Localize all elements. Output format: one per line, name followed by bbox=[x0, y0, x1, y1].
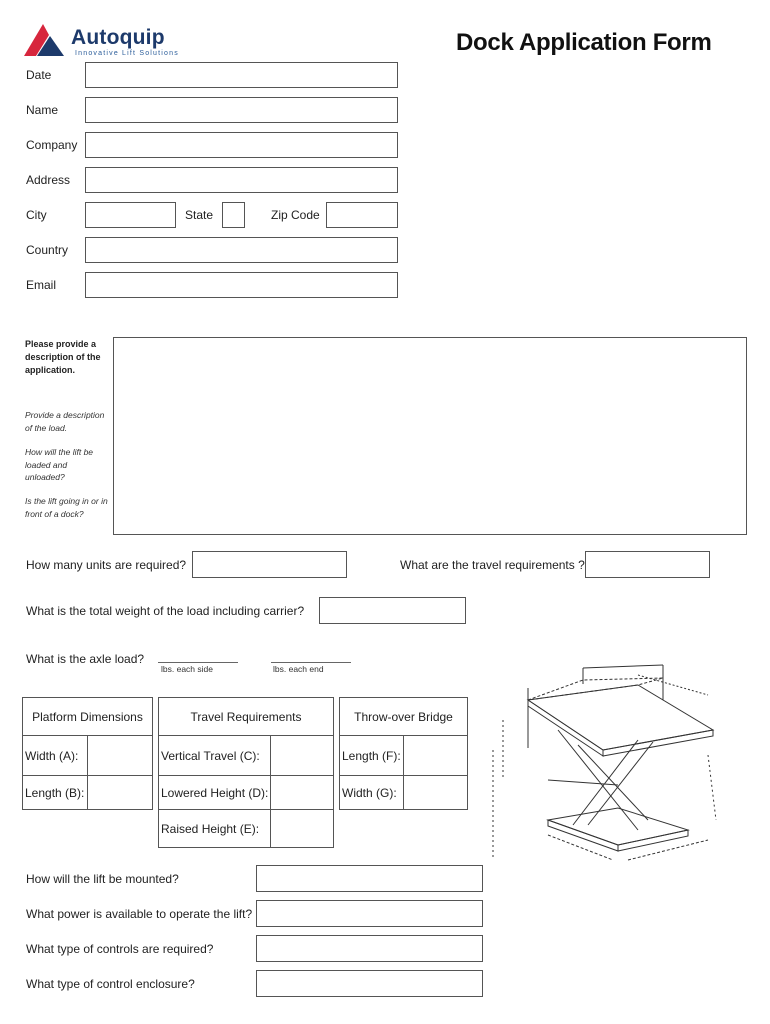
raised-height-field[interactable] bbox=[271, 810, 334, 848]
zip-label: Zip Code bbox=[271, 208, 320, 222]
country-field[interactable] bbox=[85, 237, 398, 263]
length-f-field[interactable] bbox=[404, 736, 468, 776]
form-title: Dock Application Form bbox=[456, 29, 712, 56]
lowered-height-label: Lowered Height (D): bbox=[159, 776, 271, 810]
throw-over-bridge-table bbox=[339, 697, 468, 810]
control-enclosure-label: What type of control enclosure? bbox=[26, 977, 195, 991]
axle-side-label: lbs. each side bbox=[161, 664, 213, 674]
state-label: State bbox=[185, 208, 214, 222]
vertical-travel-field[interactable] bbox=[271, 736, 334, 776]
mounting-field[interactable] bbox=[256, 865, 483, 892]
travel-requirements-label: What are the travel requirements ? bbox=[400, 558, 585, 572]
description-heading: Please provide a description of the application. bbox=[25, 339, 101, 375]
company-field[interactable] bbox=[85, 132, 398, 158]
axle-side-line[interactable] bbox=[158, 662, 238, 663]
country-label: Country bbox=[26, 243, 69, 257]
travel-requirements-field[interactable] bbox=[585, 551, 710, 578]
units-label: How many units are required? bbox=[26, 558, 187, 572]
controls-field[interactable] bbox=[256, 935, 483, 962]
vertical-travel-label: Vertical Travel (C): bbox=[159, 736, 271, 776]
raised-height-label: Raised Height (E): bbox=[159, 810, 271, 848]
width-a-field[interactable] bbox=[88, 736, 153, 776]
travel-header: Travel Requirements bbox=[159, 698, 334, 736]
width-a-label: Width (A): bbox=[23, 736, 88, 776]
zip-field[interactable] bbox=[326, 202, 398, 228]
autoquip-logo-icon bbox=[22, 22, 68, 58]
address-label: Address bbox=[26, 173, 71, 187]
description-hint-loading: How will the lift be loaded and unloaded? bbox=[25, 447, 94, 482]
total-weight-label: What is the total weight of the load including carrier? bbox=[26, 604, 305, 618]
axle-end-line[interactable] bbox=[271, 662, 351, 663]
logo-tagline: Innovative Lift Solutions bbox=[75, 50, 179, 57]
logo-name: Autoquip bbox=[71, 26, 165, 49]
email-label: Email bbox=[26, 278, 57, 292]
length-b-label: Length (B): bbox=[23, 776, 88, 810]
length-f-label: Length (F): bbox=[340, 736, 404, 776]
email-field[interactable] bbox=[85, 272, 398, 298]
city-label: City bbox=[26, 208, 47, 222]
address-field[interactable] bbox=[85, 167, 398, 193]
city-field[interactable] bbox=[85, 202, 176, 228]
units-field[interactable] bbox=[192, 551, 347, 578]
platform-dimensions-table bbox=[22, 697, 153, 810]
name-field[interactable] bbox=[85, 97, 398, 123]
scissor-lift-diagram bbox=[488, 660, 723, 870]
name-label: Name bbox=[26, 103, 59, 117]
axle-load-label: What is the axle load? bbox=[26, 652, 145, 666]
platform-header: Platform Dimensions bbox=[23, 698, 153, 736]
date-label: Date bbox=[26, 68, 52, 82]
lowered-height-field[interactable] bbox=[271, 776, 334, 810]
state-field[interactable] bbox=[222, 202, 245, 228]
width-g-field[interactable] bbox=[404, 776, 468, 810]
mounting-label: How will the lift be mounted? bbox=[26, 872, 179, 886]
description-hint-dock: Is the lift going in or in front of a dock? bbox=[25, 496, 108, 519]
control-enclosure-field[interactable] bbox=[256, 970, 483, 997]
length-b-field[interactable] bbox=[88, 776, 153, 810]
width-g-label: Width (G): bbox=[340, 776, 404, 810]
application-description-field[interactable] bbox=[113, 337, 747, 535]
date-field[interactable] bbox=[85, 62, 398, 88]
power-label: What power is available to operate the lift? bbox=[26, 907, 253, 921]
description-hint-load: Provide a description of the load. bbox=[25, 410, 105, 433]
company-label: Company bbox=[26, 138, 78, 152]
total-weight-field[interactable] bbox=[319, 597, 466, 624]
travel-requirements-table bbox=[158, 697, 334, 848]
controls-label: What type of controls are required? bbox=[26, 942, 214, 956]
power-field[interactable] bbox=[256, 900, 483, 927]
axle-end-label: lbs. each end bbox=[273, 664, 324, 674]
bridge-header: Throw-over Bridge bbox=[340, 698, 468, 736]
